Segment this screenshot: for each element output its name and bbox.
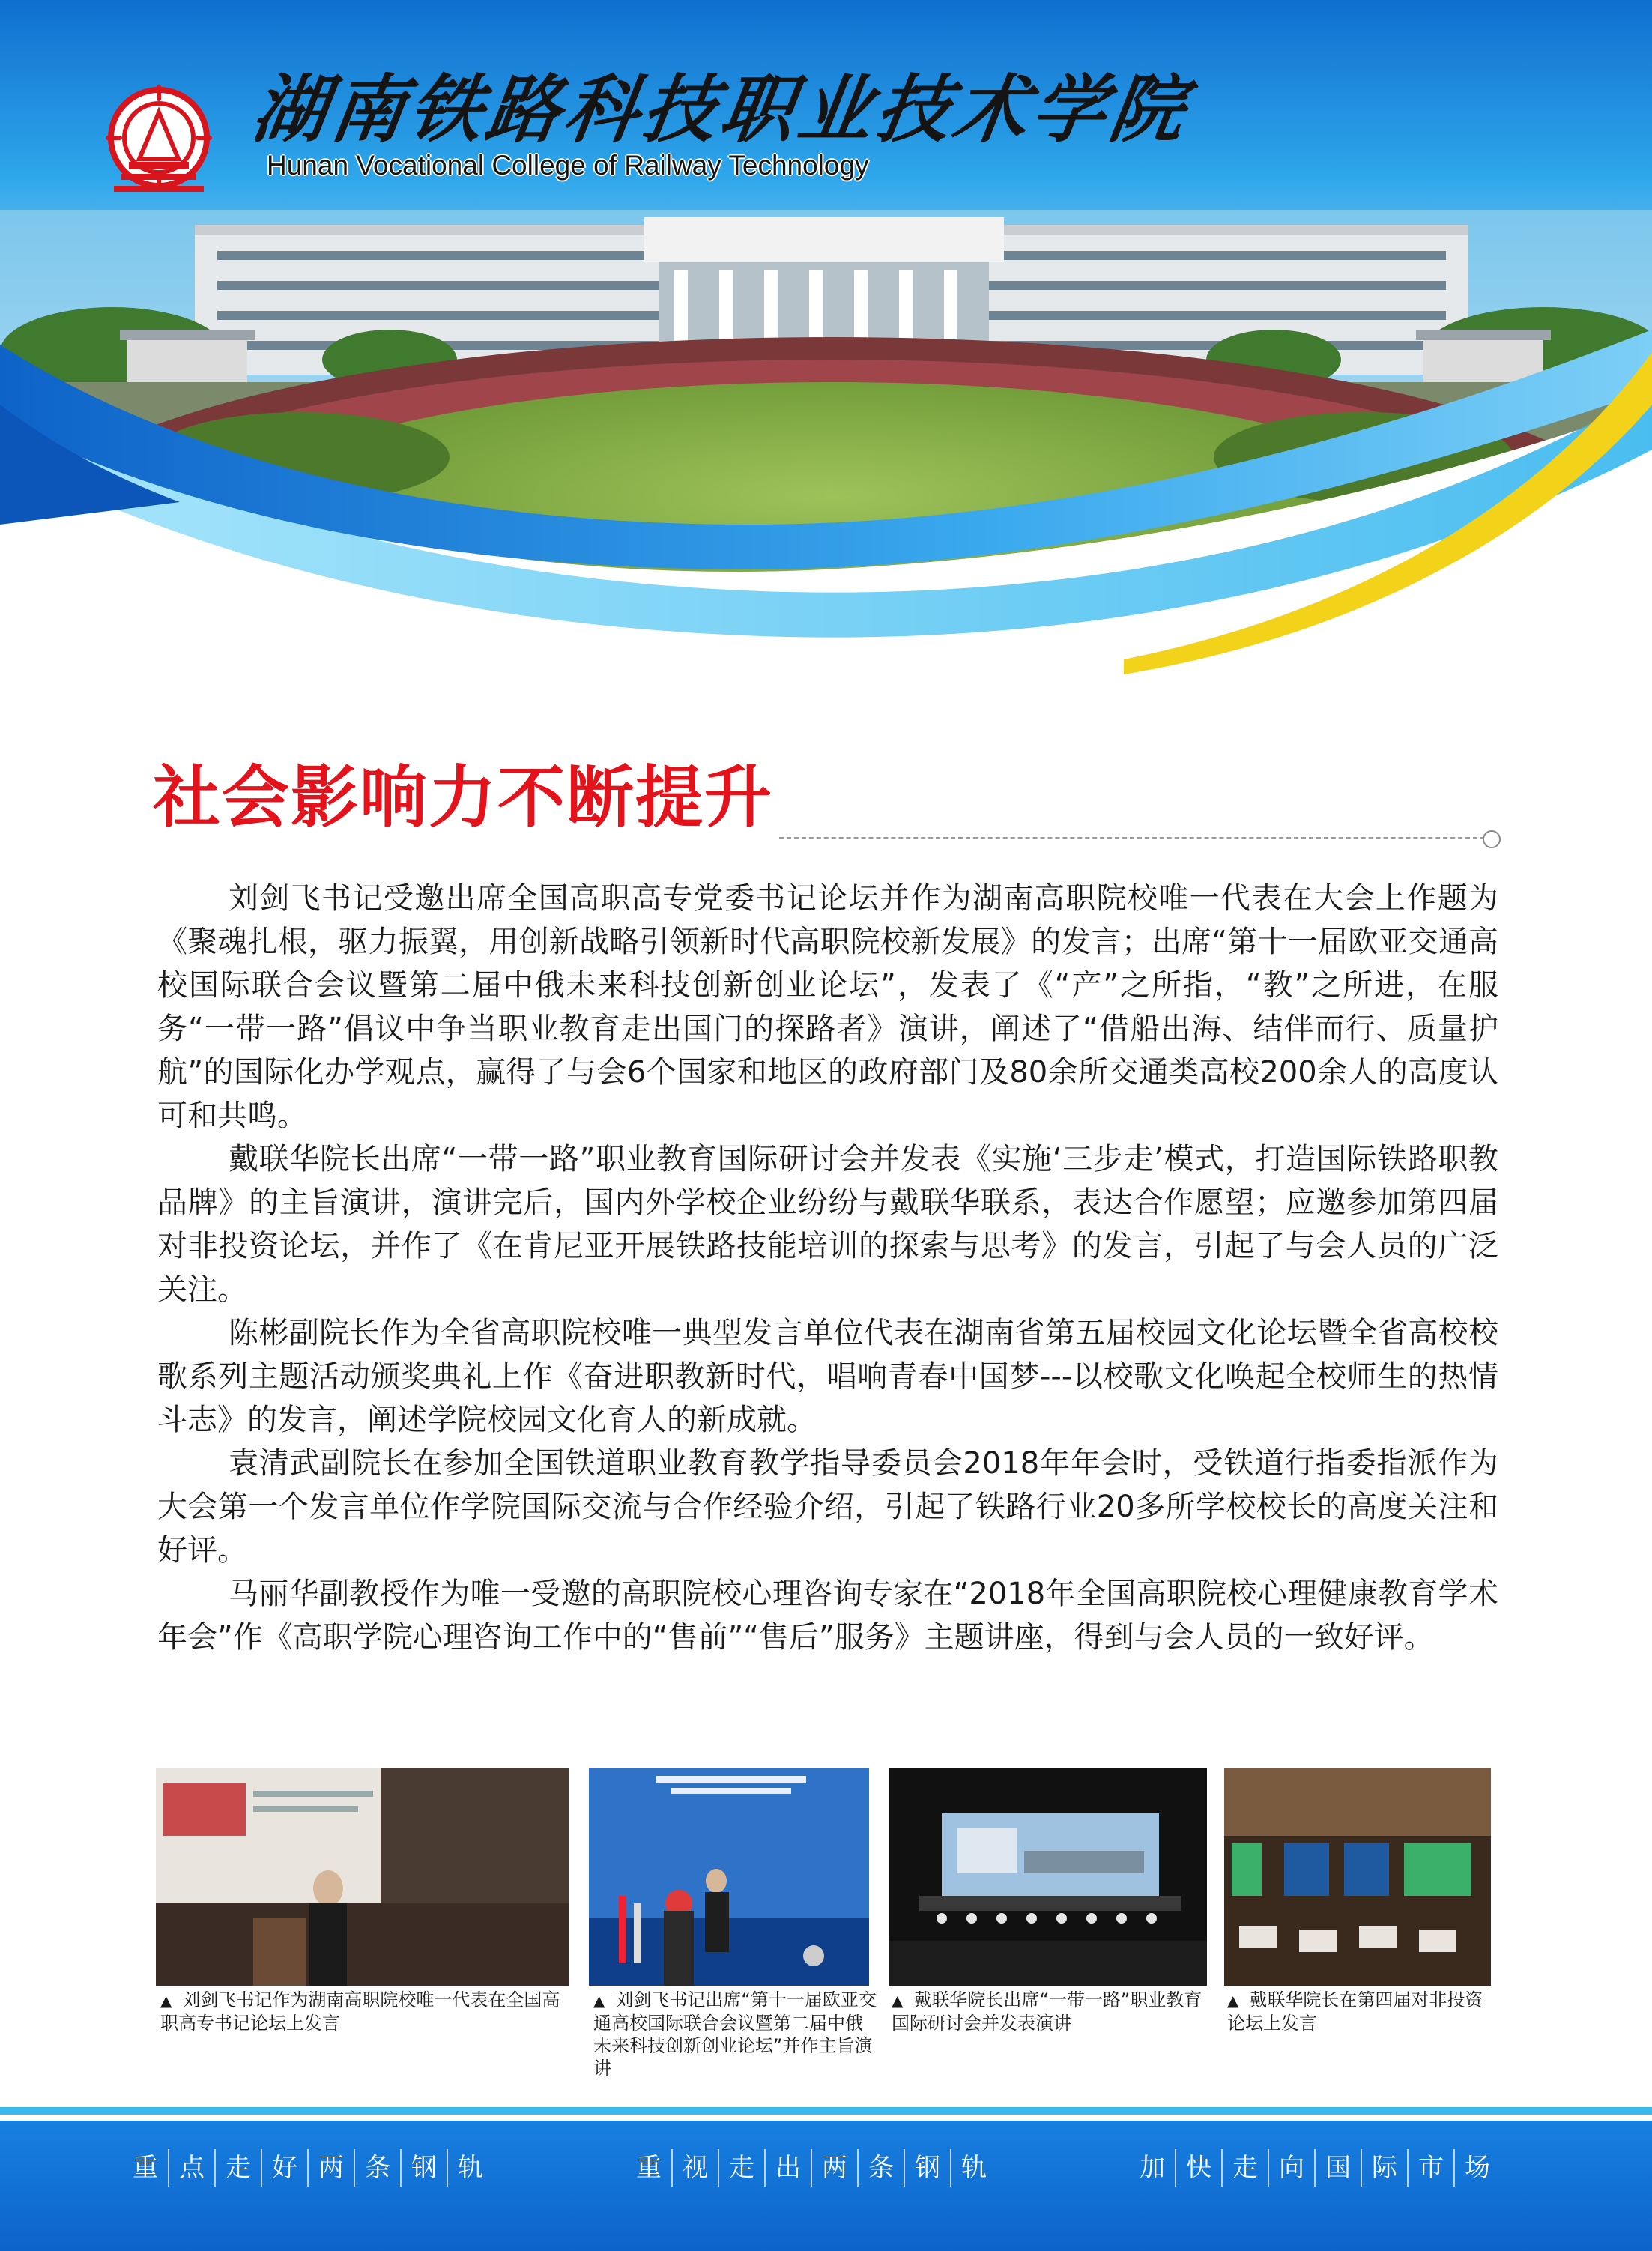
triangle-up-icon: ▲ [892,1992,904,2010]
section-title: 社会影响力不断提升 [153,758,773,837]
photo-caption: ▲ 戴联华院长在第四届对非投资论坛上发言 [1227,1989,1483,2034]
college-logo-icon [94,84,223,196]
header-banner [0,0,1652,719]
triangle-up-icon: ▲ [160,1992,172,2010]
footer-accent-line [0,2107,1652,2115]
college-name-en: Hunan Vocational College of Railway Technology [267,150,869,181]
footer-slogan: 重 点 走 好 两 条 钢 轨 [123,2149,493,2187]
footer-slogan: 加 快 走 向 国 际 市 场 [1130,2149,1500,2187]
event-photo [889,1768,1207,1986]
title-divider [779,837,1485,839]
paragraph: 马丽华副教授作为唯一受邀的高职院校心理咨询专家在“2018年全国高职院校心理健康教育学术年会”作《高职学院心理咨询工作中的“售前”“售后”服务》主题讲座，得到与会人员的一致好评。 [157,1577,1498,1655]
event-photo [589,1768,869,1986]
photo-caption: ▲ 刘剑飞书记作为湖南高职院校唯一代表在全国高职高专书记论坛上发言 [160,1989,560,2034]
paragraph: 戴联华院长出席“一带一路”职业教育国际研讨会并发表《实施‘三步走’模式，打造国际铁路职教品牌》的主旨演讲，演讲完后，国内外学校企业纷纷与戴联华联系，表达合作愿望；应邀参加第四届对非投资论坛，并作了《在肯尼亚开展铁路技能培训的探索与思考》的发言，引起了与会人员的广泛关注。 [157,1142,1498,1307]
paragraph: 袁清武副院长在参加全国铁道职业教育教学指导委员会2018年年会时，受铁道行指委指派作为大会第一个发言单位作学院国际交流与合作经验介绍，引起了铁路行业20多所学校校长的高度关注和好评。 [157,1446,1498,1568]
footer-slogan: 重 视 走 出 两 条 钢 轨 [626,2149,996,2187]
divider-circle-icon [1483,830,1501,848]
photo-caption: ▲ 戴联华院长出席“一带一路”职业教育国际研讨会并发表演讲 [892,1989,1202,2034]
college-name-cn: 湖南铁路科技职业技术学院 [246,67,1195,153]
event-photo [156,1768,569,1986]
paragraph: 陈彬副院长作为全省高职院校唯一典型发言单位代表在湖南省第五届校园文化论坛暨全省高校校歌系列主题活动颁奖典礼上作《奋进职教新时代，唱响青春中国梦---以校歌文化唤起全校师生的热情斗志》的发言，阐述学院校园文化育人的新成就。 [157,1316,1498,1437]
event-photo [1224,1768,1491,1986]
article-body [157,877,1498,1738]
paragraph: 刘剑飞书记受邀出席全国高职高专党委书记论坛并作为湖南高职院校唯一代表在大会上作题为《聚魂扎根，驱力振翼，用创新战略引领新时代高职院校新发展》的发言；出席“第十一届欧亚交通高校国际联合会议暨第二届中俄未来科技创新创业论坛”，发表了《“产”之所指，“教”之所进，在服务“一带一路”倡议中争当职业教育走出国门的探路者》演讲，阐述了“借船出海、结伴而行、质量护航”的国际化办学观点，赢得了与会6个国家和地区的政府部门及80余所交通类高校200余人的高度认可和共鸣。 [157,881,1498,1133]
photo-caption: ▲ 刘剑飞书记出席“第十一届欧亚交通高校国际联合会议暨第二届中俄未来科技创新创业论坛”并作主旨演讲 [593,1989,877,2079]
triangle-up-icon: ▲ [593,1992,605,2010]
triangle-up-icon: ▲ [1227,1992,1239,2010]
